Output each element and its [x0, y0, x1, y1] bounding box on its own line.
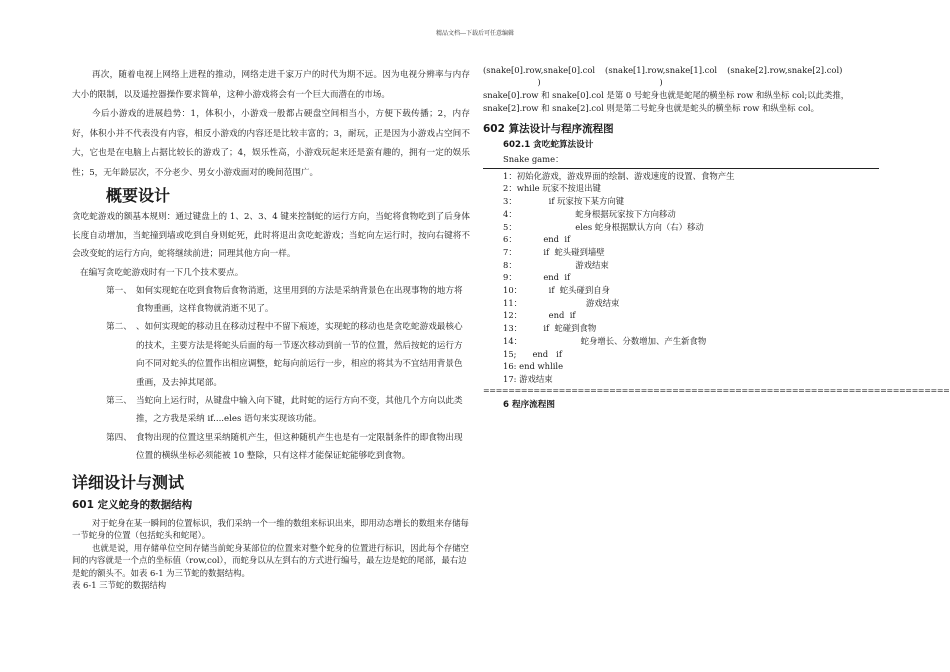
algo-line: 13： if 蛇碰到食物	[503, 323, 597, 334]
algo-line: 6： end if	[503, 234, 571, 245]
algo-line: 2：while 玩家不按退出键	[503, 183, 601, 194]
tech-point-label: 第三、	[106, 395, 132, 406]
tech-intro: 在编写贪吃蛇游戏时有一下几个技术要点。	[80, 267, 244, 278]
tech-point-1	[72, 282, 470, 319]
section-title-overview: 概要设计	[106, 186, 171, 205]
table-cell-snake-1: (snake[1].row,snake[1].col )	[605, 65, 718, 87]
tech-point-text: 如何实现蛇在吃到食物后食物消逝，这里用到的方法是采纳背景色在出现事物的地方将食物重画，这样食物就消逝不见了。	[136, 285, 463, 314]
tech-point-text: 食物出现的位置这里采纳随机产生，但这种随机产生也是有一定限制条件的即食物出现位置的横纵坐标必须能被 10 整除，只有这样才能保证蛇能够吃到食物。	[136, 432, 463, 462]
tech-point-label: 第二、	[106, 322, 132, 333]
tech-point-4	[72, 429, 470, 466]
section-title-detail: 详细设计与测试	[72, 472, 185, 492]
algo-line: 11： 游戏结束	[503, 297, 620, 308]
overview-paragraph: 贪吃蛇游戏的额基本规则：通过键盘上的 1、2、3、4 键来控制蛇的运行方向，当蛇将食物吃到了后身体长度自动增加，当蛇撞到墙或吃到自身则蛇死，此时将退出贪吃蛇游戏；当蛇向左运行时，按向右键将不会改变蛇的运行方向，蛇将继续前进；同理其他方向一样。	[72, 212, 470, 259]
tech-point-label: 第一、	[106, 285, 132, 296]
intro-paragraph-2: 今后小游戏的进展趋势：1，体积小，小游戏一般都占硬盘空间相当小，方便下载传播；2，内存好，体积小并不代表没有内容，相反小游戏的内容还是比较丰富的；3，耐玩，正是因为小游戏占空间不大，它也是在电脑上占据比较长的游戏了；4，娱乐性高，小游戏玩起来还是蛮有趣的，拥有一定的娱乐性；5，无年龄层次，不分老少、男女小游戏面对的晚间范围广。	[72, 109, 470, 178]
intro-paragraph-1: 再次，随着电视上网络上进程的推动，网络走进千家万户的时代为期不远。因为电视分辨率与内存大小的限制，以及遥控器操作要求简单，这种小游戏将会有一个巨大而潜在的市场。	[72, 70, 470, 100]
algo-line: 10： if 蛇头碰到自身	[503, 285, 611, 296]
algo-line: 15; end if	[503, 348, 562, 359]
table-cell-snake-2: (snake[2].row,snake[2].col)	[727, 65, 843, 75]
section-601-title: 601 定义蛇身的数据结构	[72, 498, 193, 511]
algo-line: 7： if 蛇头碰到墙壁	[503, 246, 605, 257]
table-caption: 表 6-1 三节蛇的数据结构	[72, 580, 167, 591]
separator-line: ==========================================================================	[483, 385, 950, 395]
algo-line: 8： 游戏结束	[503, 259, 609, 270]
algo-line: 17: 游戏结束	[503, 373, 553, 384]
section-6021-title: 602.1 贪吃蛇算法设计	[503, 140, 594, 150]
algo-line: 4： 蛇身根据玩家按下方向移动	[503, 208, 676, 219]
tech-point-2	[72, 318, 470, 392]
algo-line: 1：初始化游戏，游戏界面的绘制、游戏速度的设置、食物产生	[503, 170, 735, 181]
algo-line: 9： end if	[503, 272, 571, 283]
algo-name: Snake game：	[503, 154, 564, 164]
algo-line: 12： end if	[503, 310, 576, 321]
algo-line: 3： if 玩家按下某方向键	[503, 196, 625, 207]
tech-point-text: 、如何实现蛇的移动且在移动过程中不留下痕迹，实现蛇的移动也是贪吃蛇游戏最核心的技术，主要方法是将蛇头后面的每一节逐次移动到前一节的位置，然后按蛇的运行方向不同对蛇头的位置作出相应调整，蛇每向前运行一步，相应的将其为不宜结用背景色重画，及去掉其尾部。	[136, 322, 463, 388]
detail-paragraph-1: 对于蛇身在某一瞬间的位置标识，我们采纳一个一维的数组来标识出来，即用动态增长的数组来存储每一节蛇身的位置（包括蛇头和蛇尾）。	[72, 517, 469, 541]
left-column	[72, 66, 470, 592]
snake-paragraph: snake[0].row 和 snake[0].col 是第 0 号蛇身也就是蛇尾的横坐标 row 和纵坐标 col;以此类推，snake[2].row 和 snake[2].col 则是第二号蛇身也就是蛇头的横坐标 row 和纵坐标 col。	[483, 90, 850, 113]
tech-point-3	[72, 392, 470, 429]
section-602-title: 602 算法设计与程序流程图	[483, 123, 614, 135]
tech-point-label: 第四、	[106, 432, 132, 443]
page-header: 精品文档---下载后可任意编辑	[435, 30, 515, 37]
algo-top-rule	[483, 168, 879, 169]
algo-line: 14： 蛇身增长、分数增加、产生新食物	[503, 335, 707, 346]
algo-line: 16: end whlile	[503, 361, 564, 372]
flowchart-title: 6 程序流程图	[503, 399, 555, 410]
algo-line: 5： eles 蛇身根据默认方向（右）移动	[503, 221, 704, 232]
tech-point-text: 当蛇向上运行时，从键盘中输入向下键，此时蛇的运行方向不变，其他几个方向以此类推，之方我是采纳 if....eles 语句来实现该功能。	[136, 395, 463, 425]
algorithm-listing	[483, 170, 879, 386]
snake-table	[483, 64, 879, 88]
table-cell-snake-0: (snake[0].row,snake[0].col )	[483, 65, 596, 87]
detail-paragraph-2: 也就是说，用存储单位空间存储当前蛇身某部位的位置来对整个蛇身的位置进行标识，因此每个存储空间的内容就是一个点的坐标值（row,col），而蛇身以从左到右的方式进行编号，最左边是蛇的尾部，最右边是蛇的额头不。如表 6-1 为三节蛇的数据结构。	[72, 542, 469, 578]
right-column	[483, 64, 950, 413]
